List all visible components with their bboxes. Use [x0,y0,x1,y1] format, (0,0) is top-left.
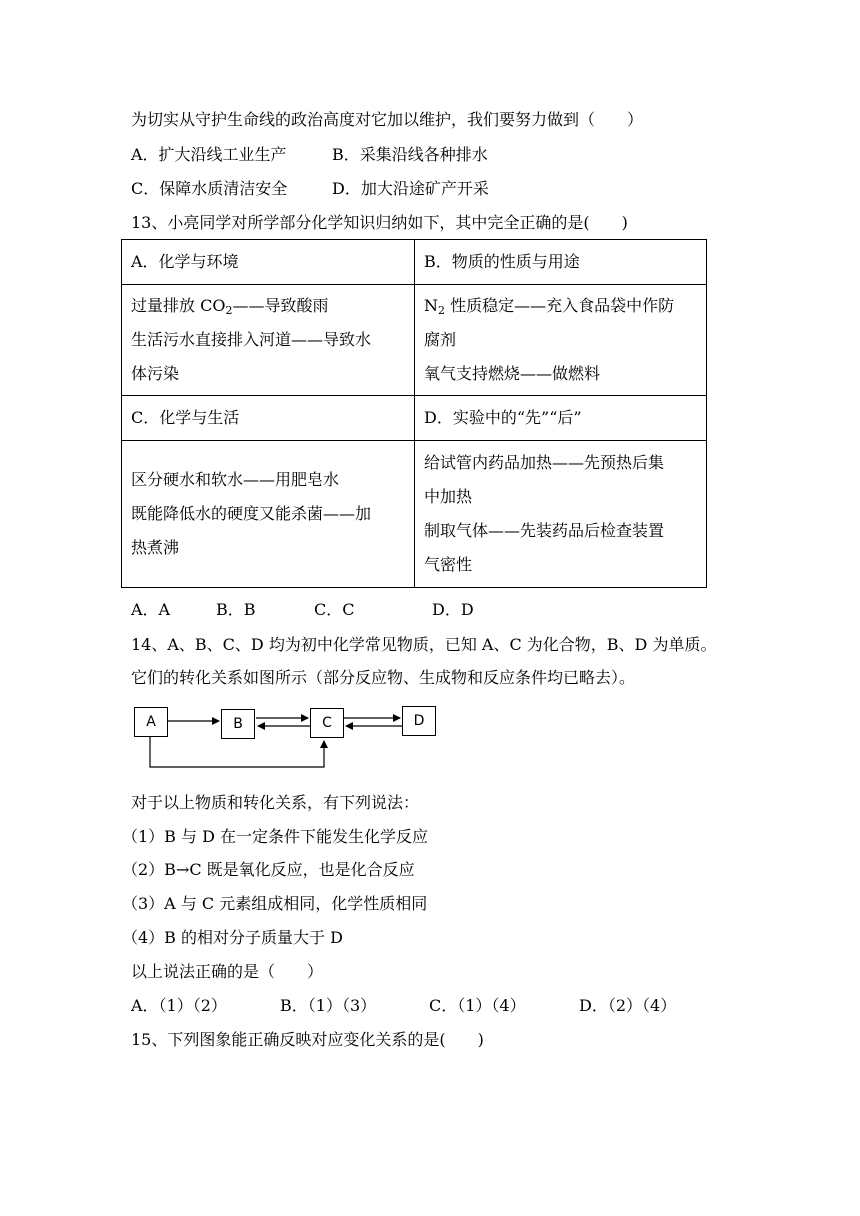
arrow-a-to-c [150,737,324,767]
q12-option-c: C．保障水质清洁安全 [131,179,288,198]
node-a: A [134,707,168,737]
q14-option-a: A．（1）（2） [131,996,227,1015]
conversion-diagram [130,703,440,771]
q14-option-d: D．（2）（4） [579,996,677,1015]
q14-statement-1: （1）B 与 D 在一定条件下能发生化学反应 [122,827,429,846]
q14-stem-line1: 14、A、B、C、D 均为初中化学常见物质，已知 A、C 为化合物，B、D 为单质。 [131,635,717,654]
q13-table [121,239,707,588]
node-b: B [221,709,255,739]
q14-option-c: C．（1）（4） [429,996,526,1015]
table-cell-a: 过量排放 $CO_2——$导致酸雨 生活污水直接排入河道——导致水 体污染 [122,285,415,396]
q14-statement-4: （4）B 的相对分子质量大于 D [122,928,343,947]
q14-question: 以上说法正确的是（ ） [131,962,324,981]
node-d: D [402,706,436,736]
q14-stem-line2: 它们的转化关系如图所示（部分反应物、生成物和反应条件均已略去）。 [131,668,636,687]
q12-stem: 为切实从守护生命线的政治高度对它加以维护，我们要努力做到（ ） [131,110,644,129]
table-cell-d: 给试管内药品加热——先预热后集 中加热 制取气体——先装药品后检查装置 气密性 [415,441,707,588]
q14-option-b: B．（1）（3） [280,996,377,1015]
node-c: C [310,708,344,738]
q13-option-b: B．B [216,600,256,619]
q12-option-a: A．扩大沿线工业生产 [131,145,287,164]
table-cell-c: 区分硬水和软水——用肥皂水 既能降低水的硬度又能杀菌——加 热煮沸 [122,441,415,588]
table-header-a: A．化学与环境 [122,240,415,285]
q13-option-a: A．A [131,600,171,619]
q13-option-d: D．D [432,600,474,619]
q13-stem: 13、小亮同学对所学部分化学知识归纳如下，其中完全正确的是( ) [131,213,628,232]
diagram-arrows [130,703,440,771]
table-header-c: C．化学与生活 [122,396,415,441]
q12-option-d: D．加大沿途矿产开采 [332,179,489,198]
table-cell-b: $N_2$ 性质稳定——充入食品袋中作防 腐剂 氧气支持燃烧——做燃料 [415,285,707,396]
q14-statement-3: （3）A 与 C 元素组成相同，化学性质相同 [122,894,428,913]
q14-intro: 对于以上物质和转化关系，有下列说法： [131,793,420,812]
q13-option-c: C．C [314,600,355,619]
q12-option-b: B．采集沿线各种排水 [332,145,488,164]
table-header-b: B．物质的性质与用途 [415,240,707,285]
table-header-d: D．实验中的“先”“后” [415,396,707,441]
q15-stem: 15、下列图象能正确反映对应变化关系的是( ) [131,1030,484,1049]
q14-statement-2: （2）B→C 既是氧化反应，也是化合反应 [122,860,415,879]
